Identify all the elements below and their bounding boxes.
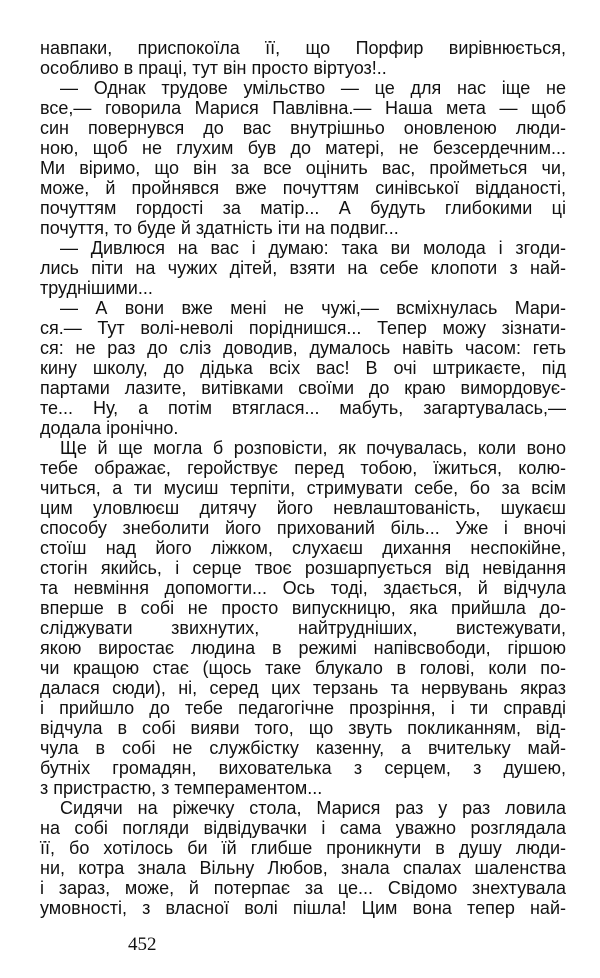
text-line: якою виростає людина в режимі напівсвободи, гіршою	[40, 638, 566, 658]
text-line: сліджувати звихнутих, найтрудніших, вистежувати,	[40, 618, 566, 638]
paragraph	[40, 438, 566, 798]
text-line: додала іронічно.	[40, 418, 179, 438]
paragraph	[40, 798, 566, 918]
text-line: ся.— Тут волі-неволі поріднишся... Тепер можу зізнати-	[40, 318, 566, 338]
text-line: почуттям гордості за матір... А будуть глибокими ці	[40, 198, 566, 218]
text-line: Ще й ще могла б розповісти, як почувалась, коли воно	[60, 438, 566, 458]
text-line: лись піти на чужих дітей, взяти на себе клопоти з най-	[40, 258, 566, 278]
text-line: вперше в собі не просто випускницю, яка прийшла до-	[40, 598, 566, 618]
text-line: стоїш над його ліжком, слухаєш дихання неспокійне,	[40, 538, 566, 558]
text-line: ни, котра знала Вільну Любов, знала спалах шаленства	[40, 858, 566, 878]
text-line: читься, а ти мусиш терпіти, стримувати себе, бо за всім	[40, 478, 566, 498]
text-line: почуття, то буде й здатність іти на подвиг...	[40, 218, 399, 238]
text-line: партами лазите, витівками своїми до краю вимордовує-	[40, 378, 566, 398]
text-line: з пристрастю, з темпераментом...	[40, 778, 323, 798]
text-line: ся: не раз до сліз доводив, думалось навіть часом: геть	[40, 338, 566, 358]
text-line: її, бо хотілось би їй глибше проникнути в душу люди-	[40, 838, 566, 858]
text-line: тебе ображає, геройствує перед тобою, їжиться, колю-	[40, 458, 566, 478]
text-line: умовності, з власної волі пішла! Цим вона тепер най-	[40, 898, 566, 918]
text-line: син повернувся до вас внутрішньо оновленою люди-	[40, 118, 566, 138]
text-line: і прийшло до тебе педагогічне прозріння, і ти справді	[40, 698, 566, 718]
text-line: — А вони вже мені не чужі,— всміхнулась Мари-	[60, 298, 566, 318]
text-line: — Дивлюся на вас і думаю: така ви молода і згоди-	[60, 238, 566, 258]
text-line: труднішими...	[40, 278, 153, 298]
text-line: стогін якийсь, і серце твоє розшарпується від невідання	[40, 558, 566, 578]
text-line: та невміння допомогти... Ось тоді, здається, й відчула	[40, 578, 566, 598]
text-line: особливо в праці, тут він просто віртуоз!..	[40, 58, 387, 78]
text-line: навпаки, приспокоїла її, що Порфир вирівнюється,	[40, 38, 566, 58]
text-line: відчула в собі вияви того, що звуть покликанням, від-	[40, 718, 566, 738]
text-line: цим уловлюєш дитячу його невлаштованість, шукаєш	[40, 498, 566, 518]
text-line: бутніх громадян, вихователька з серцем, з душею,	[40, 758, 566, 778]
text-line: може, й пройнявся вже почуттям синівської відданості,	[40, 178, 566, 198]
paragraph	[40, 78, 566, 238]
paragraph	[40, 38, 566, 78]
text-line: і зараз, може, й потерпає за це... Свідомо знехтувала	[40, 878, 566, 898]
text-line: способу знеболити його прихований біль... Уже і вночі	[40, 518, 566, 538]
text-line: те... Ну, а потім втяглася... мабуть, загартувалась,—	[40, 398, 566, 418]
page-number: 452	[128, 934, 157, 955]
page-text	[40, 38, 566, 918]
text-line: Ми віримо, що він за все оцінить вас, пройметься чи,	[40, 158, 566, 178]
paragraph	[40, 298, 566, 438]
text-line: все,— говорила Марися Павлівна.— Наша мета — щоб	[40, 98, 566, 118]
text-line: чи кращою стає (щось таке блукало в голові, коли по-	[40, 658, 566, 678]
text-line: на собі погляди відвідувачки і сама уважно розглядала	[40, 818, 566, 838]
paragraph	[40, 238, 566, 298]
text-line: Сидячи на ріжечку стола, Марися раз у раз ловила	[60, 798, 566, 818]
text-line: кину школу, до дідька всіх вас! В очі штрикаєте, під	[40, 358, 566, 378]
text-line: ною, щоб не глухим був до матері, не безсердечним...	[40, 138, 566, 158]
text-line: чула в собі не службістку казенну, а вчительку май-	[40, 738, 566, 758]
text-line: — Однак трудове умільство — це для нас іще не	[60, 78, 566, 98]
text-line: далася сюди), ні, серед цих терзань та нервувань якраз	[40, 678, 566, 698]
